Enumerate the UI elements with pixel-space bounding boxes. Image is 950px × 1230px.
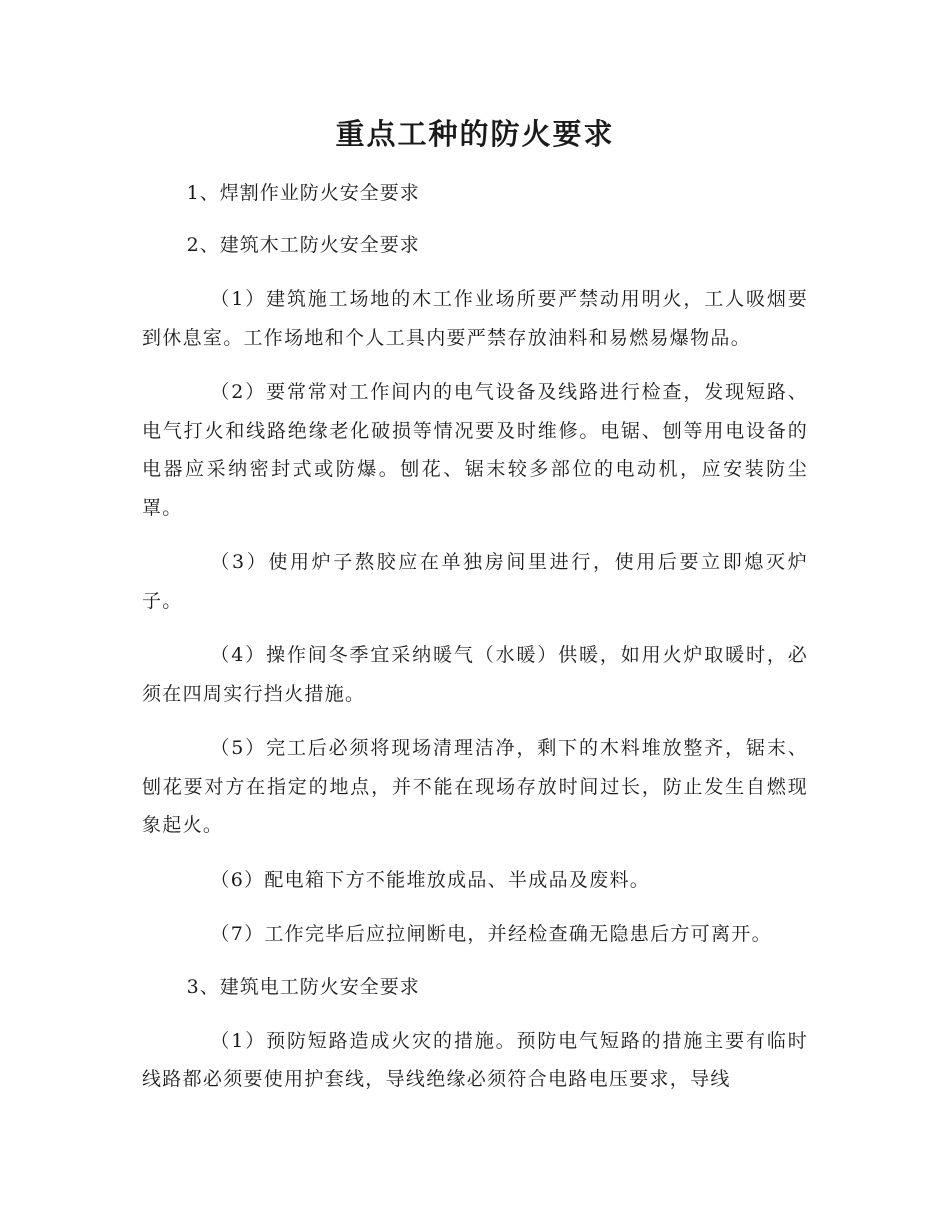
document-title: 重点工种的防火要求 bbox=[335, 117, 615, 151]
paragraph-carpentry-4: （4）操作间冬季宜采纳暖气（水暖）供暖，如用火炉取暖时，必须在四周实行挡火措施。 bbox=[142, 644, 808, 705]
section-heading-carpentry: 2、建筑木工防火安全要求 bbox=[186, 234, 420, 256]
paragraph-carpentry-3: （3）使用炉子熬胶应在单独房间里进行，使用后要立即熄灭炉子。 bbox=[142, 551, 808, 612]
paragraph-carpentry-1: （1）建筑施工场地的木工作业场所要严禁动用明火，工人吸烟要到休息室。工作场地和个人工具内要严禁存放油料和易燃易爆物品。 bbox=[142, 288, 808, 349]
paragraph-carpentry-7: （7）工作完毕后应拉闸断电，并经检查确无隐患后方可离开。 bbox=[210, 923, 772, 945]
section-heading-electrician: 3、建筑电工防火安全要求 bbox=[186, 975, 420, 998]
section-heading-welding: 1、焊割作业防火安全要求 bbox=[186, 182, 420, 204]
paragraph-carpentry-2: （2）要常常对工作间内的电气设备及线路进行检查，发现短路、电气打火和线路绝缘老化破损等情况要及时维修。电锯、刨等用电设备的电器应采纳密封式或防爆。刨花、锯末较多部位的电动机，应安装防尘罩。 bbox=[142, 381, 808, 519]
paragraph-carpentry-6: （6）配电箱下方不能堆放成品、半成品及废料。 bbox=[210, 868, 651, 891]
paragraph-electrician-1: （1）预防短路造成火灾的措施。预防电气短路的措施主要有临时线路都必须要使用护套线，导线绝缘必须符合电路电压要求，导线 bbox=[142, 1029, 808, 1090]
document-page bbox=[142, 100, 808, 1115]
paragraph-carpentry-5: （5）完工后必须将现场清理洁净，剩下的木料堆放整齐，锯末、刨花要对方在指定的地点，并不能在现场存放时间过长，防止发生自燃现象起火。 bbox=[142, 737, 808, 836]
